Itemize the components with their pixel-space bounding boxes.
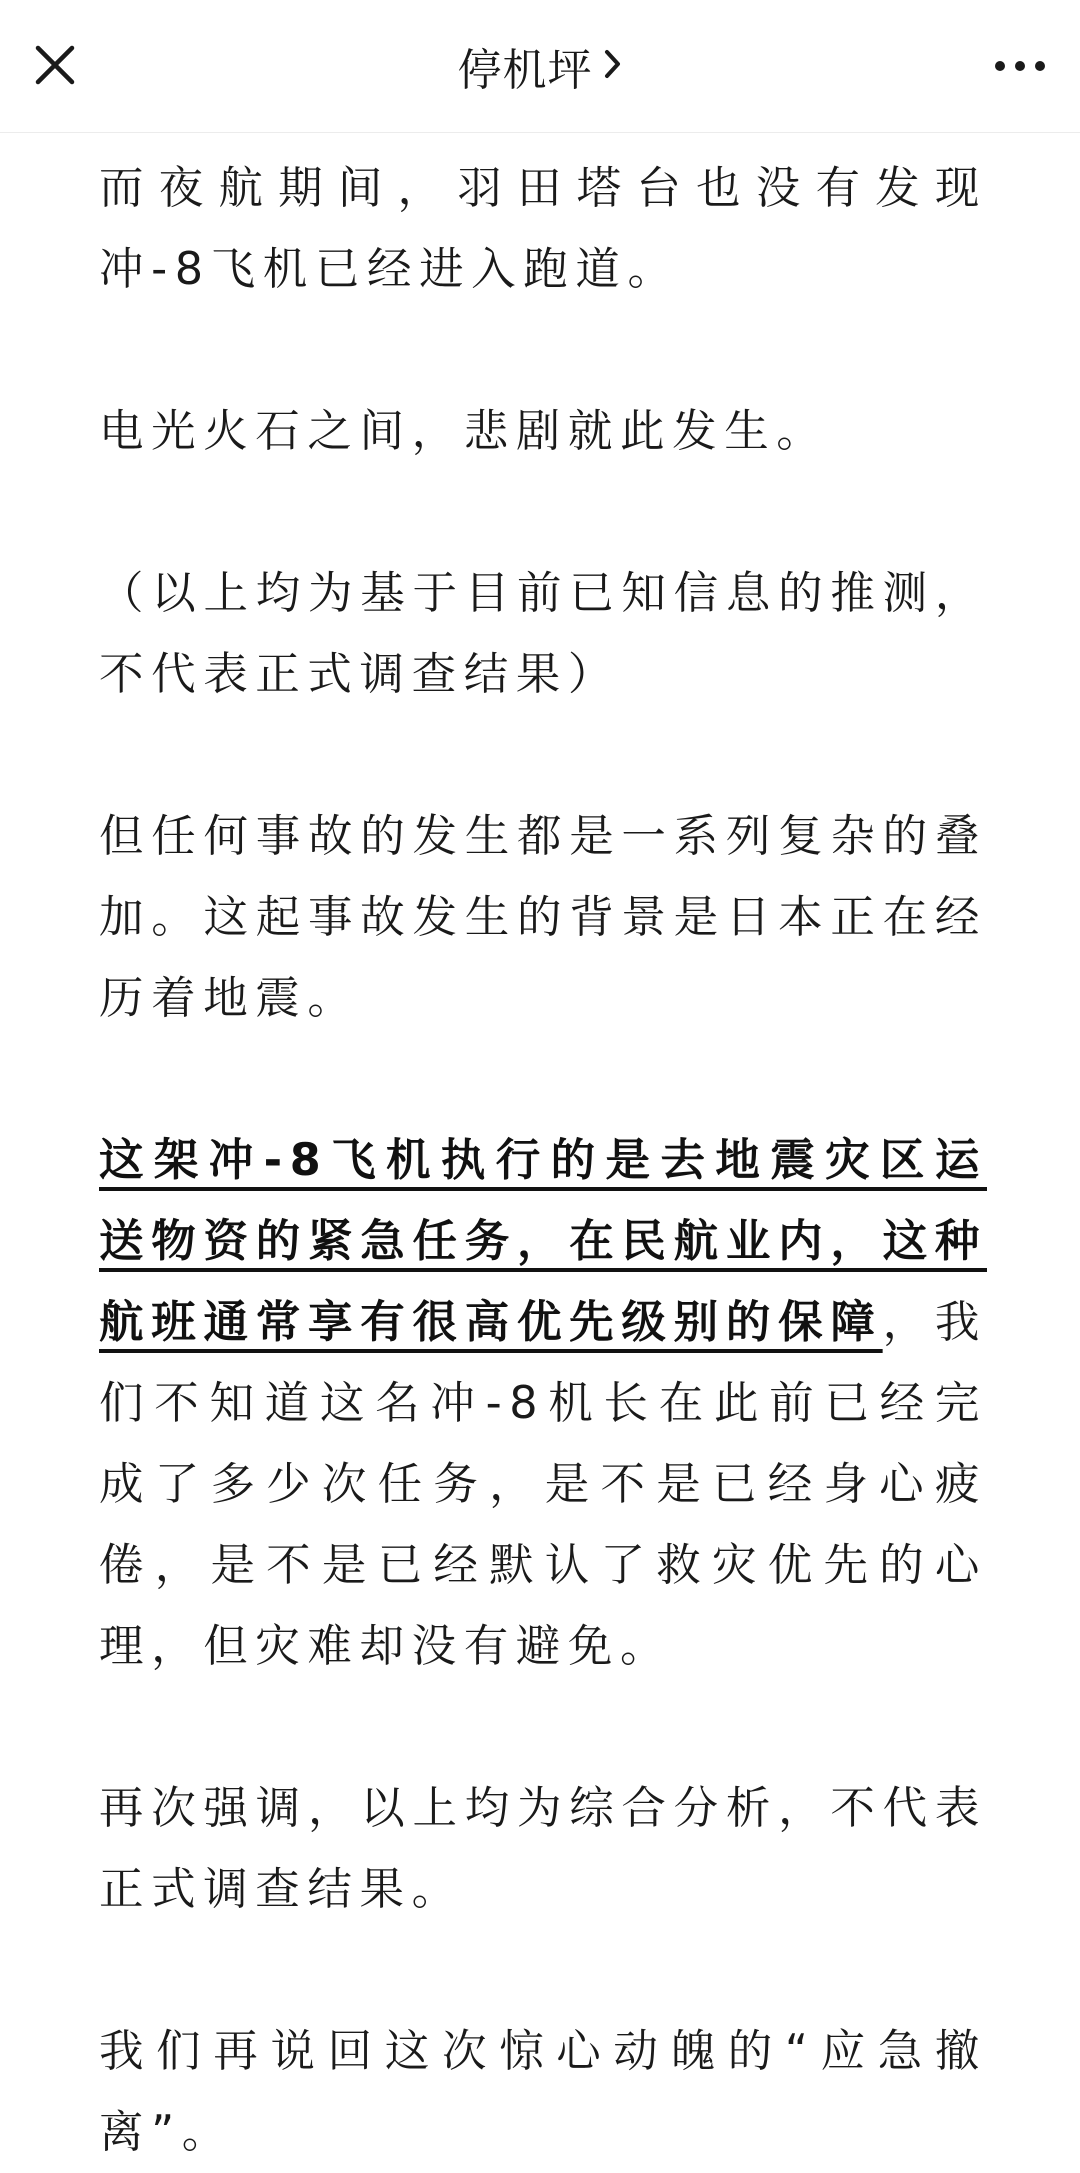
article-body <box>99 148 987 2173</box>
article-paragraph: 但任何事故的发生都是一系列复杂的叠加。这起事故发生的背景是日本正在经历着地震。 <box>99 811 987 1024</box>
article-paragraph: 电光火石之间，悲剧就此发生。 <box>99 406 829 457</box>
more-options-button[interactable] <box>990 44 1050 88</box>
article-paragraph: 我们再说回这次惊心动魄的“应急撤离”。 <box>99 2026 987 2158</box>
more-horizontal-icon <box>990 44 1050 88</box>
account-title-link[interactable] <box>0 0 1080 132</box>
article-paragraph: 再次强调，以上均为综合分析，不代表正式调查结果。 <box>99 1783 987 1915</box>
page-title: 停机坪 <box>457 45 593 96</box>
article-paragraph: 而夜航期间，羽田塔台也没有发现冲-8飞机已经进入跑道。 <box>99 163 987 295</box>
emphasized-text: 这架冲-8飞机执行的是去地震灾区运送物资的紧急任务，在民航业内，这种航班通常享有很高优先级别的保障 <box>99 1135 987 1348</box>
article-paragraph: （以上均为基于目前已知信息的推测，不代表正式调查结果） <box>99 568 987 700</box>
paragraph-text: ，我们不知道这名冲-8机长在此前已经完成了多少次任务，是不是已经身心疲倦，是不是已经默认了救灾优先的心理，但灾难却没有避免。 <box>99 1297 987 1672</box>
top-nav-bar <box>0 0 1080 133</box>
article-paragraph <box>99 1120 987 1687</box>
chevron-right-icon <box>603 47 623 85</box>
